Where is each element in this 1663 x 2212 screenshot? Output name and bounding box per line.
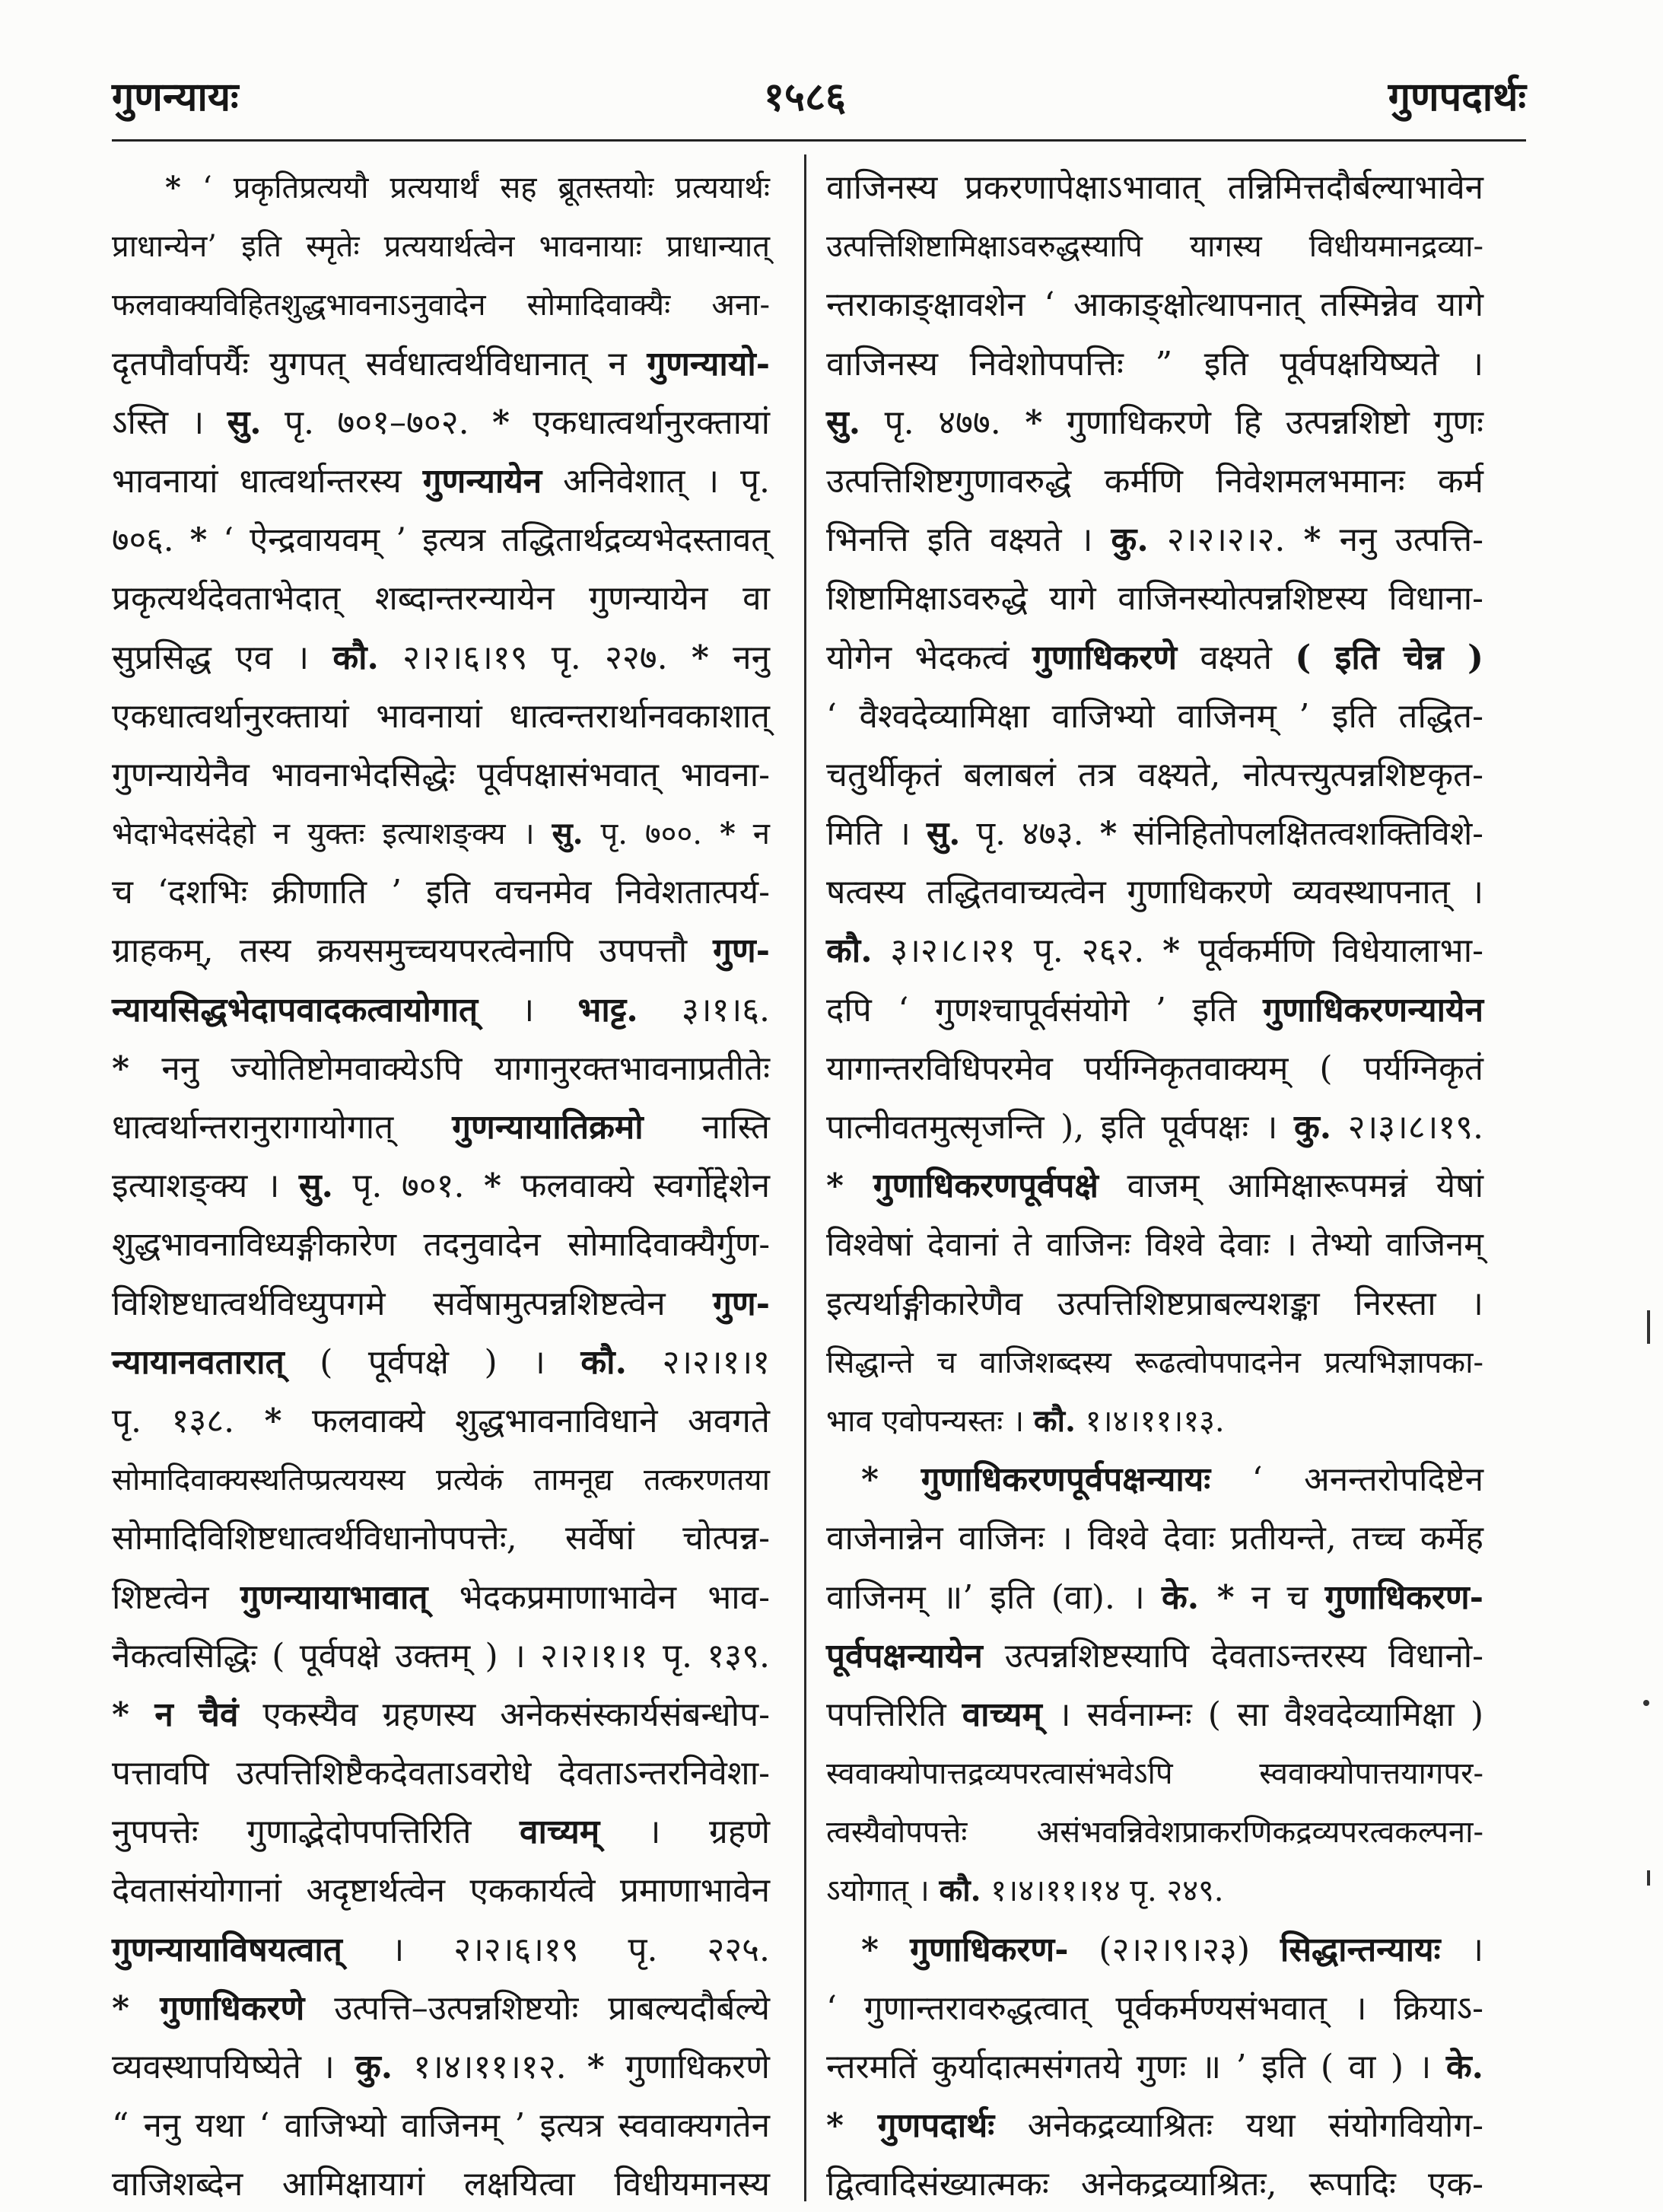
text-run: एकधात्वर्थानुरक्तायां भावनायां धात्वन्तरार्थानवकाशात् <box>112 696 770 736</box>
text-run: वाजम् आमिक्षारूपमन्नं येषां <box>1098 1166 1483 1206</box>
bold-term: सु. <box>552 816 583 852</box>
text-line <box>826 1457 1483 1503</box>
text-run: पूर्वकर्मणि विधेयालाभा- <box>1180 931 1483 971</box>
text-run: इत्यर्थाङ्गीकारेणैव उत्पत्तिशिष्टप्राबल्यशङ्का निरस्ता । <box>826 1284 1483 1323</box>
text-line <box>826 1751 1483 1797</box>
bold-term: ( इति चेन्न ) <box>1295 638 1484 677</box>
bold-term: * <box>1162 931 1181 971</box>
text-run: योगेन भेदकत्वं <box>826 638 1032 677</box>
text-line <box>112 400 770 446</box>
bold-term: कु. <box>1293 1108 1332 1147</box>
bold-term: गुणाधिकरणन्यायेन <box>1263 990 1483 1030</box>
text-line <box>112 1163 770 1209</box>
text-run: शिष्टामिक्षाऽवरुद्धे यागे वाजिनस्योत्पन्नशिष्टस्य विधाना- <box>826 579 1483 619</box>
text-run: न च <box>1234 1577 1325 1617</box>
text-run: वाजिनस्य निवेशोपपत्तिः ” इति पूर्वपक्षयिष्यते । <box>826 344 1483 384</box>
bold-term: * गुणाधिकरणे <box>112 1988 305 2028</box>
bold-term: * <box>1303 520 1321 560</box>
bold-term: * गुणाधिकरणपूर्वपक्षे <box>826 1166 1099 1206</box>
text-line <box>112 224 770 269</box>
text-run: व्यवस्थापयिष्येते । <box>112 2048 355 2086</box>
text-line <box>826 1868 1483 1914</box>
text-run: ७०६. <box>112 521 190 560</box>
text-run: एकस्यैव ग्रहणस्य अनेकसंस्कार्यसंबन्धोप- <box>238 1695 770 1734</box>
bold-term: * <box>165 170 181 205</box>
text-line <box>826 1340 1483 1386</box>
text-line <box>826 224 1483 269</box>
bold-term: कु. <box>1111 520 1149 560</box>
bold-term: सु. <box>926 814 961 854</box>
text-line <box>112 2162 770 2207</box>
text-line <box>112 1809 770 1855</box>
text-run: वाजिनस्य प्रकरणापेक्षाऽभावात् तन्निमित्तदौर्बल्याभावेन <box>826 168 1483 207</box>
text-line <box>112 1986 770 2032</box>
text-line <box>112 1105 770 1151</box>
text-line <box>826 2162 1483 2207</box>
text-run: फलवाक्ये शुद्धभावनाविधाने अवगते <box>281 1401 770 1440</box>
text-run: ( पूर्वपक्षे ) । <box>284 1342 581 1382</box>
text-run: उत्पत्तिशिष्टगुणावरुद्धे कर्मणि निवेशमलभमानः कर्म <box>826 461 1483 501</box>
text-run: विशिष्टधात्वर्थविध्युपगमे सर्वेषामुत्पन्नशिष्टत्वेन <box>112 1284 714 1323</box>
page-number: १५८६ <box>763 74 847 120</box>
text-run: । <box>478 990 578 1030</box>
text-run: ‘ ऐन्द्रवायवम् ’ इत्यत्र तद्धितार्थद्रव्यभेदस्तावत् <box>207 521 770 560</box>
text-line <box>112 1281 770 1327</box>
bold-term: न्यायानवतारात् <box>112 1342 285 1382</box>
text-line <box>112 811 770 857</box>
text-line <box>112 165 770 211</box>
bold-term: गुणाधिकरण- <box>1324 1577 1483 1617</box>
text-line <box>112 459 770 504</box>
text-run: ननु ज्योतिष्टोमवाक्येऽपि यागानुरक्तभावनाप्रतीतेः <box>129 1049 770 1088</box>
scan-mark <box>1647 1870 1650 1886</box>
text-line <box>826 1281 1483 1327</box>
bold-term: * गुणाधिकरणपूर्वपक्षन्यायः <box>861 1460 1211 1500</box>
text-run: न्तराकाङ्क्षावशेन ‘ आकाङ्क्षोत्थापनात् तस्मिन्नेव यागे <box>826 285 1483 325</box>
text-run: वाजिनम् ॥’ इति (वा). । <box>826 1577 1162 1617</box>
text-run: न <box>735 816 770 852</box>
text-line <box>826 1399 1483 1444</box>
text-line <box>112 988 770 1033</box>
bold-term: * <box>492 403 510 442</box>
text-line <box>826 1927 1483 1973</box>
text-line <box>826 1516 1483 1561</box>
text-run: प्रकृत्यर्थदेवताभेदात् शब्दान्तरन्यायेन गुणन्यायेन वा <box>112 579 770 619</box>
bold-term: कु. <box>355 2048 393 2086</box>
scan-mark <box>1647 1310 1650 1344</box>
text-run: धात्वर्थान्तरानुरागायोगात् <box>112 1108 453 1147</box>
running-head-right: गुणपदार्थः <box>1388 74 1526 120</box>
text-run: ३।१।६. <box>638 990 771 1030</box>
text-run: पपत्तिरिति <box>826 1695 962 1734</box>
text-line <box>112 1457 770 1503</box>
bold-term: * गुणपदार्थः <box>826 2106 995 2146</box>
bold-term: गुणन्यायो- <box>647 344 770 384</box>
text-run: पत्तावपि उत्पत्तिशिष्टैकदेवताऽवरोधे देवताऽन्तरनिवेशा- <box>112 1754 770 1793</box>
bold-term: कौ. <box>939 1873 981 1909</box>
bold-term: गुणन्यायेन <box>422 461 542 501</box>
text-line <box>112 1340 770 1386</box>
text-run: । ग्रहणे <box>599 1813 771 1852</box>
column-divider <box>804 154 806 2201</box>
bold-term: गुणन्यायाविषयत्वात् <box>112 1930 342 1969</box>
text-run: पृ. ४७३. <box>960 815 1100 854</box>
text-run: नुपपत्तेः गुणाद्भेदोपपत्तिरिति <box>112 1813 520 1852</box>
text-run: ऽस्ति । <box>112 403 227 442</box>
text-line <box>112 1575 770 1621</box>
text-run: ‘ वैश्वदेव्यामिक्षा वाजिभ्यो वाजिनम् ’ इति तद्धित- <box>826 696 1483 736</box>
text-run: ३।२।८।२१ पृ. २६२. <box>872 931 1163 971</box>
text-run: भावनायां धात्वर्थान्तरस्य <box>112 461 423 501</box>
text-run: फलवाक्ये स्वर्गोद्देशेन <box>501 1166 770 1206</box>
text-line <box>112 753 770 798</box>
bold-term: गुणन्यायातिक्रमो <box>452 1108 644 1147</box>
text-run: भिनत्ति इति वक्ष्यते । <box>826 520 1111 560</box>
text-run: १।४।११।१३. <box>1075 1403 1225 1439</box>
bold-term: * <box>112 1049 130 1088</box>
text-run: ननु उत्पत्ति- <box>1321 520 1483 560</box>
text-run: फलवाक्यविहितशुद्धभावनाऽनुवादेन सोमादिवाक्यैः अना- <box>112 288 770 323</box>
bold-term: * <box>719 816 736 852</box>
text-line <box>112 1399 770 1444</box>
text-line <box>826 1986 1483 2032</box>
text-line <box>112 1046 770 1092</box>
text-run: गुणाधिकरणे हि उत्पन्नशिष्टो गुणः <box>1042 403 1483 442</box>
text-run: । सर्वनाम्नः ( सा वैश्वदेव्यामिक्षा ) <box>1041 1695 1483 1734</box>
text-run: “ ननु यथा ‘ वाजिभ्यो वाजिनम् ’ इत्यत्र स्ववाक्यगतेन <box>112 2106 770 2146</box>
text-line <box>112 576 770 622</box>
bold-term: * <box>587 2048 605 2086</box>
text-run: ‘ गुणान्तरावरुद्धत्वात् पूर्वकर्मण्यसंभवात् । क्रियाऽ- <box>826 1988 1483 2028</box>
text-run: २।३।८।१९. <box>1331 1108 1484 1147</box>
text-run: अनेकद्रव्याश्रितः यथा संयोगवियोग- <box>994 2106 1483 2146</box>
text-run: मिति । <box>826 815 927 854</box>
text-run: इत्याशङ्क्य । <box>112 1166 299 1206</box>
text-run: । २।२।६।१९ पृ. २२५. <box>342 1930 770 1969</box>
bold-term: न्यायसिद्धभेदापवादकत्वायोगात् <box>112 990 479 1030</box>
text-line <box>112 1516 770 1561</box>
text-run: पृ. ७०१–७०२. <box>261 403 492 442</box>
text-run: वक्ष्यते <box>1177 638 1296 677</box>
text-run: उत्पत्ति–उत्पन्नशिष्टयोः प्राबल्यदौर्बल्ये <box>304 1988 770 2028</box>
text-run: पृ. ४७७. <box>860 403 1025 442</box>
text-run: १।४।११।१२. <box>393 2048 587 2086</box>
text-run: अनिवेशात् । पृ. <box>542 461 770 501</box>
bold-term: सिद्धान्तन्यायः <box>1280 1930 1441 1969</box>
bold-term: * <box>691 638 709 677</box>
bold-term: पूर्वपक्षन्यायेन <box>826 1636 983 1676</box>
bold-term: कौ. <box>826 931 873 971</box>
text-run: सोमादिविशिष्टधात्वर्थविधानोपपत्तेः, सर्वेषां चोत्पन्न- <box>112 1519 770 1558</box>
text-line <box>826 1163 1483 1209</box>
text-line <box>112 1634 770 1679</box>
text-line <box>826 1222 1483 1268</box>
text-run: पृ. ७०१. <box>332 1166 484 1206</box>
text-run: दपि ‘ गुणश्चापूर्वसंयोगे ’ इति <box>826 990 1264 1030</box>
text-run: भाव एवोपन्यस्तः । <box>826 1403 1034 1439</box>
text-line <box>826 282 1483 328</box>
text-line <box>826 165 1483 211</box>
text-run: दृतपौर्वापर्यैः युगपत् सर्वधात्वर्थविधानात् न <box>112 344 647 384</box>
text-run: च ‘दशभिः क्रीणाति ’ इति वचनमेव निवेशतात्पर्य- <box>112 873 770 912</box>
bold-term: सु. <box>826 403 861 442</box>
bold-term: भाट्ट. <box>577 990 638 1030</box>
text-line <box>112 1222 770 1268</box>
text-line <box>112 282 770 328</box>
text-run: १।४।११।१४ पृ. २४९. <box>981 1873 1224 1909</box>
text-line <box>826 928 1483 974</box>
bold-term: गुणन्यायाभावात् <box>240 1577 428 1617</box>
bold-term: * न चैवं <box>112 1695 239 1734</box>
text-line <box>112 2103 770 2149</box>
text-run: पृ. ७००. <box>583 816 720 852</box>
bold-term: कौ. <box>1033 1402 1076 1439</box>
text-run: २।२।६।१९ पृ. २२७. <box>378 638 692 677</box>
text-run: ‘ प्रकृतिप्रत्ययौ प्रत्ययार्थं सह ब्रूतस्तयोः प्रत्ययार्थः <box>180 170 770 205</box>
text-line <box>826 988 1483 1033</box>
text-run: वाजिशब्देन आमिक्षायागं लक्षयित्वा विधीयमानस्य <box>112 2165 770 2204</box>
text-run: सोमादिवाक्यस्थतिप्प्रत्ययस्य प्रत्येकं तामनूद्य तत्करणतया <box>112 1462 770 1498</box>
text-run: विश्वेषां देवानां ते वाजिनः विश्वे देवाः । तेभ्यो वाजिनम् <box>826 1226 1483 1265</box>
text-line <box>826 2103 1483 2149</box>
text-run: यागान्तरविधिपरमेव पर्यग्निकृतवाक्यम् ( पर्यग्निकृतं <box>826 1049 1483 1088</box>
text-run: देवतासंयोगानां अदृष्टार्थत्वेन एककार्यत्वे प्रमाणाभावेन <box>112 1871 770 1911</box>
bold-term: गुण- <box>713 1284 770 1323</box>
text-line <box>112 870 770 915</box>
text-line <box>112 517 770 563</box>
bold-term: वाच्यम् <box>520 1813 600 1852</box>
text-run: ऽयोगात् । <box>826 1873 940 1909</box>
text-line <box>826 1692 1483 1738</box>
text-line <box>826 811 1483 857</box>
text-run: (२।२।९।२३) <box>1068 1930 1280 1969</box>
text-run: गुणन्यायेनैव भावनाभेदसिद्धेः पूर्वपक्षासंभवात् भावना- <box>112 755 770 794</box>
text-run: चतुर्थीकृतं बलाबलं तत्र वक्ष्यते, नोत्पत्त्युत्पन्नशिष्टकृत- <box>826 755 1483 794</box>
bold-term: * <box>483 1166 501 1206</box>
text-run: षत्वस्य तद्धितवाच्यत्वेन गुणाधिकरणे व्यवस्थापनात् । <box>826 873 1483 912</box>
text-run: भेदकप्रमाणाभावेन भाव- <box>428 1577 770 1617</box>
text-line <box>826 2045 1483 2090</box>
text-run: संनिहितोपलक्षितत्वशक्तिविशे- <box>1117 815 1483 854</box>
text-run: । <box>1440 1930 1483 1969</box>
text-run: शुद्धभावनाविध्यङ्गीकारेण तदनुवादेन सोमादिवाक्यैर्गुण- <box>112 1226 770 1265</box>
bold-term: गुण- <box>713 931 770 971</box>
bold-term: * <box>1099 814 1118 854</box>
right-column <box>826 165 1483 2207</box>
bold-term: सु. <box>227 403 262 442</box>
text-run: २।२।२।२. <box>1148 520 1304 560</box>
text-line <box>112 1751 770 1797</box>
text-line <box>112 928 770 974</box>
bold-term: के. <box>1445 2048 1483 2086</box>
header-rule <box>112 139 1526 142</box>
bold-term: * <box>264 1401 282 1440</box>
text-line <box>826 342 1483 387</box>
bold-term: कौ. <box>580 1342 627 1382</box>
bold-term: के. * <box>1161 1577 1235 1617</box>
bold-term: * <box>189 520 208 560</box>
text-run: ‘ अनन्तरोपदिष्टेन <box>1210 1460 1484 1500</box>
text-line <box>826 1575 1483 1621</box>
text-line <box>112 342 770 387</box>
text-run: द्वित्वादिसंख्यात्मकः अनेकद्रव्याश्रितः, रूपादिः एक- <box>826 2165 1483 2204</box>
text-run: न्तरमतिं कुर्यादात्मसंगतये गुणः ॥ ’ इति ( वा ) । <box>826 2048 1446 2086</box>
text-run: सिद्धान्ते च वाजिशब्दस्य रूढत्वोपपादनेन प्रत्यभिज्ञापका- <box>826 1345 1483 1380</box>
text-run: उत्पन्नशिष्टस्यापि देवताऽन्तरस्य विधानो- <box>982 1636 1483 1676</box>
text-line <box>826 870 1483 915</box>
text-run: गुणाधिकरणे <box>604 2048 770 2086</box>
left-column <box>112 165 770 2207</box>
text-run: ग्राहकम्, तस्य क्रयसमुच्चयपरत्वेनापि उपपत्तौ <box>112 931 714 971</box>
text-run: नास्ति <box>643 1108 770 1147</box>
text-run: ननु <box>708 638 771 677</box>
text-line <box>826 459 1483 504</box>
text-run: स्ववाक्योपात्तद्रव्यपरत्वासंभवेऽपि स्ववाक्योपात्तयागपर- <box>826 1756 1483 1792</box>
text-line <box>826 576 1483 622</box>
text-run: त्वस्यैवोपपत्तेः असंभवन्निवेशप्राकरणिकद्रव्यपरत्वकल्पना- <box>826 1815 1483 1851</box>
text-run: २।२।१।१ <box>626 1342 770 1382</box>
text-line <box>826 694 1483 740</box>
text-run: एकधात्वर्थानुरक्तायां <box>510 403 770 442</box>
text-line <box>112 1868 770 1914</box>
bold-term: कौ. <box>332 638 379 677</box>
text-line <box>112 694 770 740</box>
scan-mark <box>1643 1700 1649 1706</box>
bold-term: सु. <box>298 1166 333 1206</box>
text-line <box>826 517 1483 563</box>
text-line <box>112 635 770 681</box>
text-line <box>112 1927 770 1973</box>
text-line <box>112 2045 770 2090</box>
text-run: पृ. १३८. <box>112 1401 265 1440</box>
text-line <box>826 1809 1483 1855</box>
text-line <box>826 1105 1483 1151</box>
text-line <box>112 1692 770 1738</box>
text-run: उत्पत्तिशिष्टामिक्षाऽवरुद्धस्यापि यागस्य विधीयमानद्रव्या- <box>826 229 1483 265</box>
text-run: नैकत्वसिद्धिः ( पूर्वपक्षे उक्तम् ) । २।२।१।१ पृ. १३९. <box>112 1636 770 1676</box>
text-run: प्राधान्येन’ इति स्मृतेः प्रत्ययार्थत्वेन भावनायाः प्राधान्यात् <box>112 229 770 265</box>
bold-term: * <box>1025 403 1043 442</box>
text-line <box>826 753 1483 798</box>
text-line <box>826 1634 1483 1679</box>
text-line <box>826 400 1483 446</box>
text-line <box>826 635 1483 681</box>
text-run: पात्नीवतमुत्सृजन्ति ), इति पूर्वपक्षः । <box>826 1108 1294 1147</box>
text-run: भेदाभेदसंदेहो न युक्तः इत्याशङ्क्य । <box>112 816 552 852</box>
bold-term: * गुणाधिकरण- <box>861 1930 1069 1969</box>
text-run: वाजेनान्नेन वाजिनः । विश्वे देवाः प्रतीयन्ते, तच्च कर्मेह <box>826 1519 1483 1558</box>
text-run: शिष्टत्वेन <box>112 1577 240 1617</box>
text-line <box>826 1046 1483 1092</box>
bold-term: गुणाधिकरणे <box>1032 638 1178 677</box>
running-head-left: गुणन्यायः <box>112 74 239 120</box>
text-run: सुप्रसिद्ध एव । <box>112 638 333 677</box>
bold-term: वाच्यम् <box>962 1695 1042 1734</box>
